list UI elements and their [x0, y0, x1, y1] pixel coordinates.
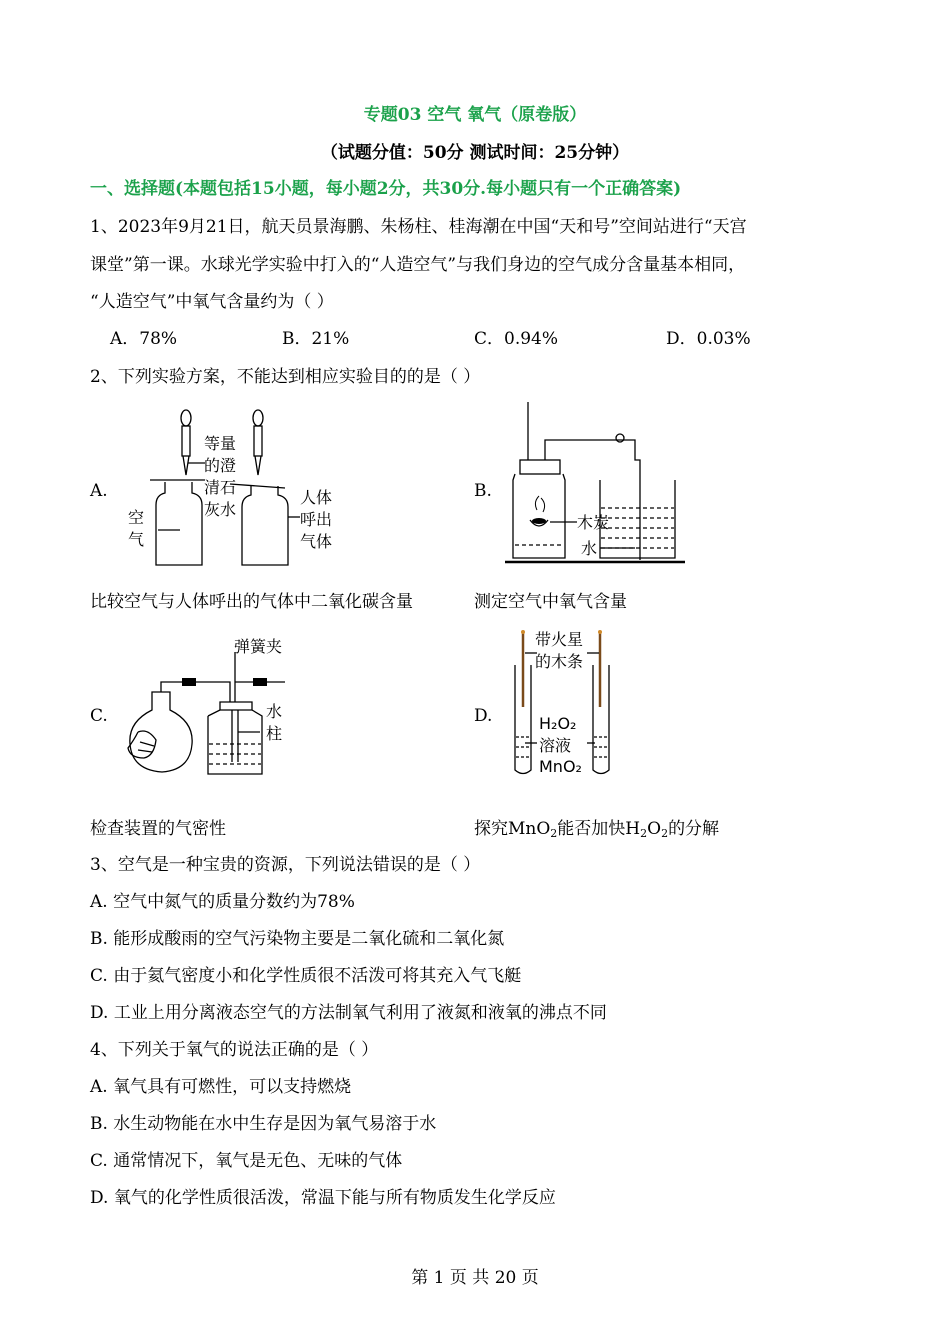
fig-d-splint-2: 的木条: [535, 652, 584, 671]
q4-option-b: B. 水生动物能在水中生存是因为氧气易溶于水: [90, 1114, 437, 1134]
fig-c-clip: 弹簧夹: [234, 637, 283, 656]
fig-c-water-2: 柱: [266, 724, 283, 743]
fig-a-reagent-2: 的澄: [204, 456, 237, 475]
q2-option-a-letter: A.: [90, 481, 108, 501]
q3-option-d: D. 工业上用分离液态空气的方法制氧气利用了液氮和液氧的沸点不同: [90, 1003, 607, 1023]
figure-c-airtightness: [120, 632, 320, 782]
figure-b-oxygen-measure: [505, 400, 695, 570]
q2-option-c-letter: C.: [90, 706, 108, 726]
q3-option-c: C. 由于氦气密度小和化学性质很不活泼可将其充入气飞艇: [90, 966, 522, 986]
q2-option-a-caption: 比较空气与人体呼出的气体中二氧化碳含量: [90, 592, 413, 612]
exam-meta: （试题分值：50分 测试时间：25分钟）: [320, 143, 630, 163]
page-number: 第 1 页 共 20 页: [411, 1268, 539, 1288]
fig-d-solution: 溶液: [539, 736, 572, 755]
fig-a-air-1: 空: [128, 508, 145, 527]
fig-a-breath-2: 呼出: [300, 510, 333, 529]
figure-d-mno2-test: [505, 625, 645, 785]
page-title: 专题03 空气 氧气（原卷版）: [363, 105, 587, 125]
q1-option-b: B．21%: [282, 329, 350, 349]
fig-c-water-1: 水: [266, 702, 283, 721]
fig-a-reagent-3: 清石: [204, 478, 237, 497]
q2-option-d-caption: 探究MnO$_2$能否加快$H_2O_2$的分解: [474, 819, 720, 840]
fig-b-water: 水: [581, 539, 598, 558]
fig-a-air-2: 气: [128, 530, 145, 549]
fig-a-breath-1: 人体: [300, 488, 333, 507]
q2-option-b-letter: B.: [474, 481, 492, 501]
fig-a-breath-3: 气体: [300, 532, 333, 551]
q4-option-d: D. 氧气的化学性质很活泼，常温下能与所有物质发生化学反应: [90, 1188, 556, 1208]
fig-b-charcoal: 木炭: [577, 513, 610, 532]
figure-a-gas-bottles: [120, 405, 350, 570]
q4-stem: 4、下列关于氧气的说法正确的是（ ）: [90, 1040, 379, 1060]
q3-option-a: A. 空气中氮气的质量分数约为78%: [90, 892, 355, 912]
q1-stem-line1: 1、2023年9月21日，航天员景海鹏、朱杨柱、桂海潮在中国“天和号”空间站进行“天宫: [90, 217, 747, 237]
q1-option-d: D．0.03%: [666, 329, 751, 349]
q2-option-c-caption: 检查装置的气密性: [90, 819, 226, 839]
q1-option-c: C．0.94%: [474, 329, 559, 349]
fig-d-h2o2: H₂O₂: [539, 714, 577, 733]
q2-option-d-letter: D.: [474, 706, 493, 726]
q4-option-c: C. 通常情况下，氧气是无色、无味的气体: [90, 1151, 403, 1171]
fig-a-reagent-1: 等量: [204, 434, 237, 453]
q3-stem: 3、空气是一种宝贵的资源，下列说法错误的是（ ）: [90, 855, 481, 875]
q3-option-b: B. 能形成酸雨的空气污染物主要是二氧化硫和二氧化氮: [90, 929, 505, 949]
q2-option-b-caption: 测定空气中氧气含量: [474, 592, 627, 612]
fig-a-reagent-4: 灰水: [204, 500, 237, 519]
q2-stem: 2、下列实验方案，不能达到相应实验目的的是（ ）: [90, 367, 481, 387]
q1-option-a: A．78%: [110, 329, 178, 349]
fig-d-splint-1: 带火星: [535, 630, 584, 649]
fig-d-mno2: MnO₂: [539, 757, 582, 776]
q1-stem-line3: “人造空气”中氧气含量约为（ ）: [90, 292, 334, 312]
q4-option-a: A. 氧气具有可燃性，可以支持燃烧: [90, 1077, 352, 1097]
q1-stem-line2: 课堂”第一课。水球光学实验中打入的“人造空气”与我们身边的空气成分含量基本相同，: [90, 255, 746, 275]
section-heading: 一、选择题(本题包括15小题，每小题2分，共30分.每小题只有一个正确答案): [90, 179, 682, 199]
